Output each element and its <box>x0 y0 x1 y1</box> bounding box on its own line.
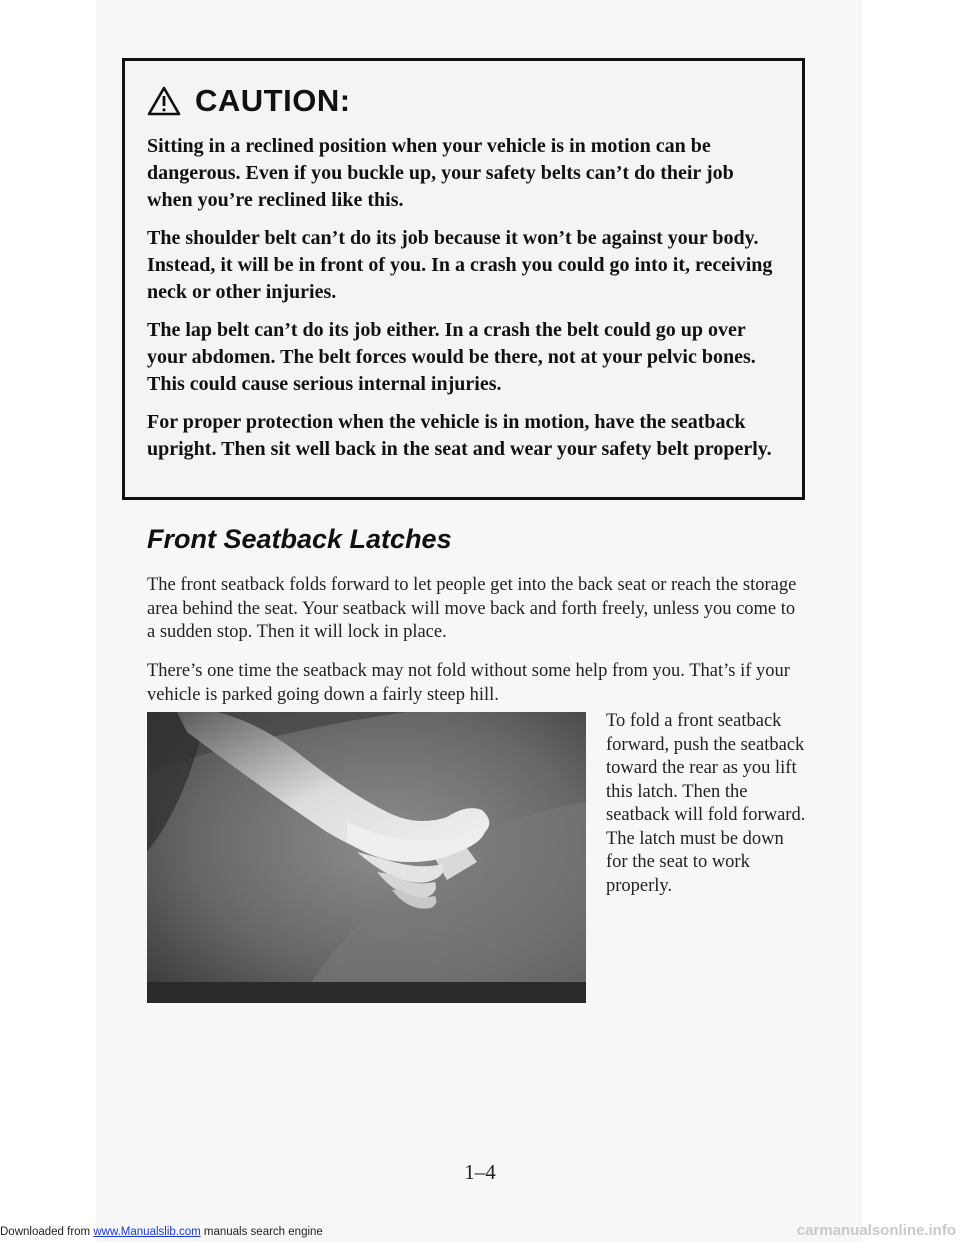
body-paragraph: There’s one time the seatback may not fold without some help from you. That’s if your vehicle is parked going down a fairly steep hill. <box>147 661 790 705</box>
caution-paragraph: The shoulder belt can’t do its job because it won’t be against your body. Instead, it will be in front of you. In a crash you could go into it, receiving neck or other injuries. <box>147 227 773 303</box>
caution-heading <box>147 83 351 119</box>
caution-paragraph: The lap belt can’t do its job either. In a crash the belt could go up over your abdomen. The belt forces would be there, not at your pelvic bones. This could cause serious internal injuries. <box>147 319 756 395</box>
download-footer <box>0 1226 323 1238</box>
footer-suffix: manuals search engine <box>200 1226 323 1238</box>
page-number: 1–4 <box>464 1160 496 1184</box>
caution-text <box>147 133 777 474</box>
footer-prefix: Downloaded from <box>0 1226 94 1238</box>
caution-title: CAUTION: <box>195 83 351 118</box>
warning-triangle-icon <box>147 86 181 116</box>
caution-paragraph: Sitting in a reclined position when your vehicle is in motion can be dangerous. Even if you buckle up, your safety belts can’t do their job when you’re reclined like this. <box>147 135 734 211</box>
caution-paragraph: For proper protection when the vehicle is in motion, have the seatback upright. Then sit well back in the seat and wear your safety belt properly. <box>147 411 772 460</box>
body-paragraph: The front seatback folds forward to let people get into the back seat or reach the storage area behind the seat. Your seatback will move back and forth freely, unless you come to a sudden stop. Then it will lock in place. <box>147 575 797 642</box>
watermark: carmanualsonline.info <box>796 1222 956 1239</box>
seatback-latch-photo <box>147 712 586 1003</box>
latch-instructions: To fold a front seatback forward, push the seatback toward the rear as you lift this latch. Then the seatback will fold forward. The latch must be down for the seat to work properly. <box>606 711 806 896</box>
caution-box <box>122 58 805 500</box>
section-title: Front Seatback Latches <box>147 524 452 554</box>
manualslib-link[interactable]: www.Manualslib.com <box>93 1226 201 1238</box>
